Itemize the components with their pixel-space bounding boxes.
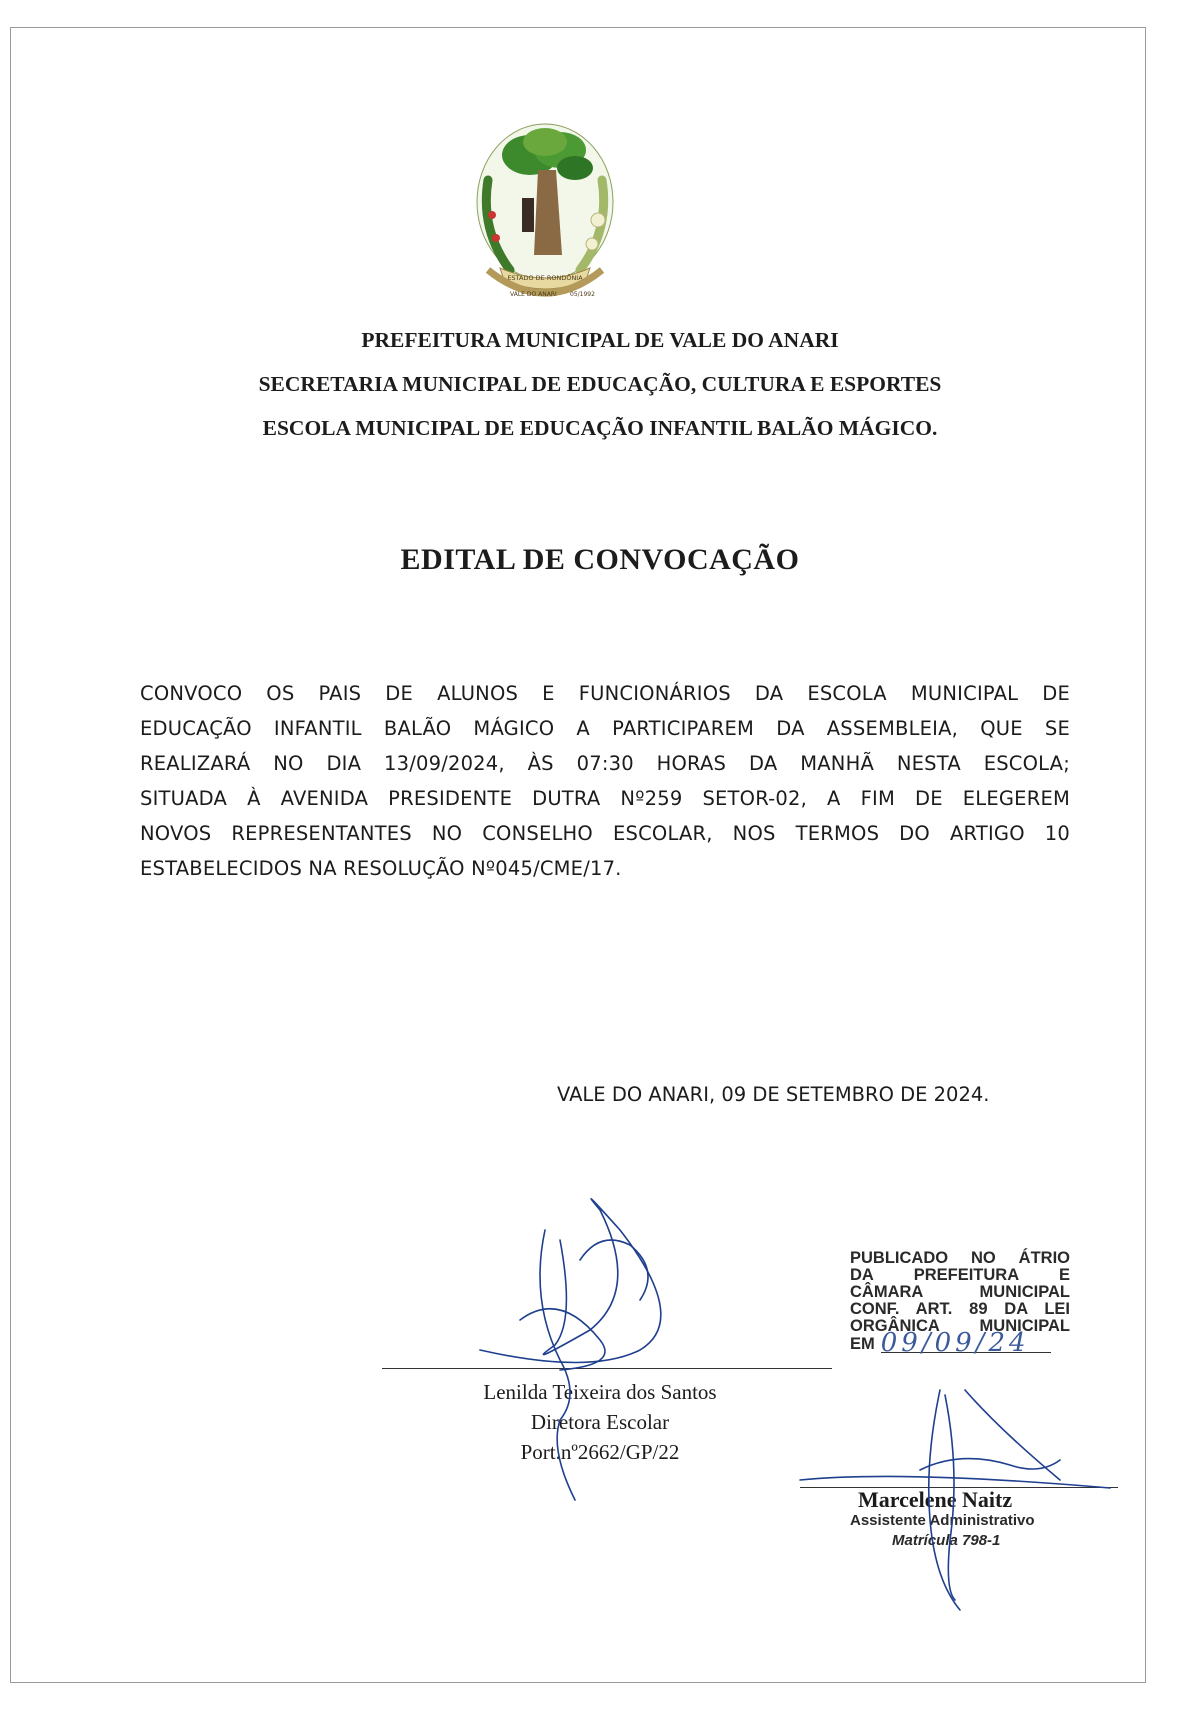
stamp-date-row (850, 1328, 1070, 1358)
signer-role: Diretora Escolar (530, 1410, 670, 1434)
stamp-em-label: EM (850, 1335, 875, 1353)
stamp-signer-matricula: Matrícula 798-1 (892, 1532, 1001, 1549)
header-prefeitura: PREFEITURA MUNICIPAL DE VALE DO ANARI (361, 328, 839, 352)
body-line: REALIZARÁ NO DIA 13/09/2024, ÀS 07:30 HORAS DA MANHÃ NESTA ESCOLA; (140, 752, 1070, 775)
body-line: CONVOCO OS PAIS DE ALUNOS E FUNCIONÁRIOS DA ESCOLA MUNICIPAL DE (140, 682, 1070, 705)
stamp-signer-role: Assistente Administrativo (850, 1512, 1035, 1529)
body-line: EDUCAÇÃO INFANTIL BALÃO MÁGICO A PARTICIPAREM DA ASSEMBLEIA, QUE SE (140, 717, 1070, 740)
header-escola: ESCOLA MUNICIPAL DE EDUCAÇÃO INFANTIL BALÃO MÁGICO. (262, 416, 938, 440)
signer-portaria: Port.nº2662/GP/22 (520, 1440, 680, 1464)
body-line: NOVOS REPRESENTANTES NO CONSELHO ESCOLAR, NOS TERMOS DO ARTIGO 10 (140, 822, 1070, 845)
stamp-line: DA PREFEITURA E (850, 1266, 1070, 1284)
stamp-signer-name: Marcelene Naitz (858, 1487, 1013, 1512)
stamp-line: CONF. ART. 89 DA LEI (850, 1300, 1070, 1318)
body-line: SITUADA À AVENIDA PRESIDENTE DUTRA Nº259 SETOR-02, A FIM DE ELEGEREM (140, 787, 1070, 810)
signature-line (382, 1368, 832, 1369)
document-title: EDITAL DE CONVOCAÇÃO (400, 543, 800, 576)
stamp-line: ORGÂNICA MUNICIPAL (850, 1317, 1070, 1335)
signer-name: Lenilda Teixeira dos Santos (483, 1380, 717, 1404)
svg-text:ESTADO DE RONDÔNIA: ESTADO DE RONDÔNIA (507, 274, 583, 282)
stamp-handwritten-date: 09/09/24 (881, 1335, 1051, 1353)
stamp-line: PUBLICADO NO ÁTRIO (850, 1249, 1070, 1267)
publication-stamp (850, 1249, 1070, 1358)
svg-text:VALE DO ANARI: VALE DO ANARI (510, 291, 557, 298)
header-secretaria: SECRETARIA MUNICIPAL DE EDUCAÇÃO, CULTURA E ESPORTES (258, 372, 942, 396)
body-line: ESTABELECIDOS NA RESOLUÇÃO Nº045/CME/17. (140, 857, 622, 880)
stamp-line: CÂMARA MUNICIPAL (850, 1283, 1070, 1301)
municipal-crest-logo (470, 120, 620, 306)
place-date-line: VALE DO ANARI, 09 DE SETEMBRO DE 2024. (557, 1083, 990, 1106)
svg-text:05/1992: 05/1992 (570, 291, 595, 298)
body-paragraph (140, 676, 1070, 886)
